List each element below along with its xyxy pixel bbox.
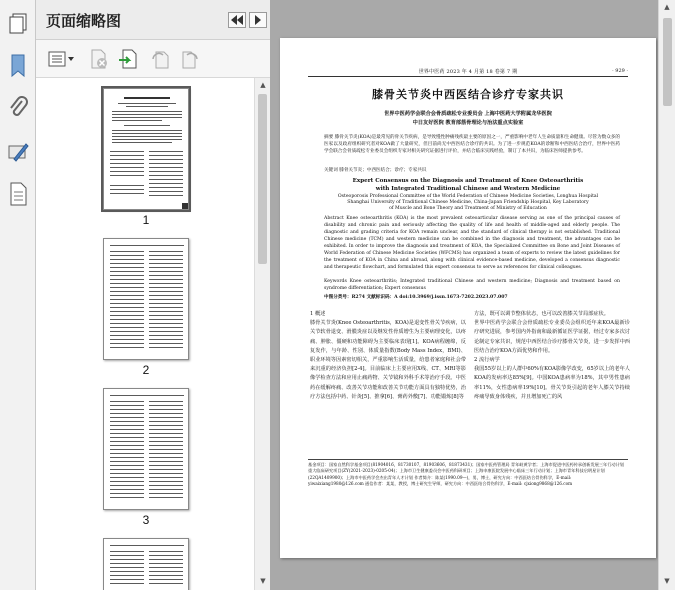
doc-scroll-down-arrow-icon[interactable]: ▼: [664, 577, 670, 585]
keywords-zh: 关键词 膝骨关节炎；中西医结合；诊疗；专家共识: [324, 168, 427, 173]
title-en-line-2: with Integrated Traditional Chinese and Western Medicine: [375, 186, 561, 192]
panel-header: [36, 0, 270, 40]
side-icon-rail: [0, 0, 36, 590]
play-right-icon[interactable]: [249, 12, 267, 28]
thumbnail-label-1: 1: [142, 213, 150, 227]
scroll-down-arrow-icon[interactable]: ▼: [260, 577, 266, 585]
thumbnail-options-icon[interactable]: [48, 49, 76, 69]
double-chevron-left-icon[interactable]: [228, 12, 246, 28]
title-en-line-1: Expert Consensus on the Diagnosis and Treatment of Knee Osteoarthritis: [352, 178, 584, 184]
thumbnail-label-2: 2: [142, 363, 150, 377]
article-title: 膝骨关节炎中西医结合诊疗专家共识: [372, 88, 564, 101]
affiliation-en-3: of Muscle and Bone Theory and Treatment of Ministry of Education: [389, 206, 547, 211]
pages-icon[interactable]: [4, 10, 32, 38]
scroll-up-arrow-icon[interactable]: ▲: [260, 81, 266, 89]
document-scrollbar[interactable]: [658, 0, 675, 590]
attachment-icon[interactable]: [4, 94, 32, 122]
bookmark-icon[interactable]: [4, 52, 32, 80]
delete-page-icon[interactable]: [88, 49, 110, 69]
footnote: 基金项目：国家自然科学基金项目(81904016，81730107，81903606，81873431)；国家中医药管理局 青年岐黄学者；上海市促进中医药传承创新发展三年行动计划重大临床研究项目(ZY(2021-2023)-0205-04)；上海市卫生健康委员会中医药科研项目；上海申康医院发展中心临床三年行动计划；上海市青年科技启明星计划(22QA1409900)；上海市中医药学会杰出青年人才计划 作者简介：陈某(1990.09—)，男，博士，研究方向：中西医结合骨伤科学，E-mail: yiwaixiang1980@126.com 通信作者：某某，教授，博士研究生导师，研究方向：中西医结合骨伤科学，E-mail: cjxiong9868@126.com: [308, 459, 628, 488]
thumbnail-page-4[interactable]: [103, 538, 189, 590]
header-rule: [308, 76, 628, 77]
classification-line: 中图分类号：R274 文献标识码：A doi:10.3969/j.issn.1673-7202.2023.07.007: [324, 295, 508, 300]
abstract-en: Abstract Knee osteoarthritis (KOA) is the most prevalent osteoarticular disease serving as one of the principal causes of disability and chronic pain and seriously affecting the quality of life and health of middle-aged and elderly people. The diagnostic and grading criteria for KOA remain unclear, and the standard of clinical therapy is not established. Traditional Chinese medicine (TCM) and western medicine can be combined in the diagnosis and treatment, the advantages can be exhibited. In order to improve the diagnosis and treatment of KOA, the Specialized Committee on Bone and Joint Diseases of World Federation of Chinese Medicine Societies (WFCMS) has organized a team of experts to review the latest guidelines for the treatment of KOA in China and abroad, along with clinical evidence-based medicine, developed a consensus diagnostic and therapeutic flowchart, and formulated this expert consensus to serve as references for clinical colleagues.: [324, 216, 620, 270]
document-scrollbar-thumb[interactable]: [663, 18, 672, 106]
abstract-zh: 摘要 膝骨关节炎(KOA)是最常见的骨关节疾病，是导致慢性肿痛残疾最主要的原因之一，严重影响中老年人生命质量和生命健康。尽管为数众多的医家以及政府组织研究者对KOA做了大量研究，但目前尚无中西医结合诊疗的共识。为了进一步规范KOA的诊断和中西医结合治疗，世界中医药学会联合会骨质疏松专业委员会组织专家对相关研究证据进行评价，并结合临床实践经验，制订了本共识，为临床医师提供参考。: [324, 135, 620, 154]
thumbnail-page-2[interactable]: [103, 238, 189, 360]
rotate-cw-icon[interactable]: [179, 49, 201, 69]
rotate-ccw-icon[interactable]: [149, 49, 171, 69]
panel-title: 页面缩略图: [46, 12, 122, 30]
page-thumbnails-panel: [36, 0, 270, 590]
authors-line-1: 世界中医药学会联合会骨质疏松专业委员会 上海中医药大学附属龙华医院: [384, 111, 552, 117]
signature-pen-icon[interactable]: [4, 138, 32, 166]
thumbnail-toolbar: [36, 40, 270, 78]
doc-scroll-up-arrow-icon[interactable]: ▲: [664, 3, 670, 11]
thumbnail-scrollbar-thumb[interactable]: [258, 94, 267, 264]
keywords-en: Keywords Knee osteoarthritis; Integrated traditional Chinese and western medicine; Diagnosis and treatment based on syndrome differentiation; Expert consensus: [324, 279, 620, 291]
document-view[interactable]: [270, 0, 658, 590]
affiliation-en-1: Osteoporosis Professional Committee of the World Federation of Chinese Medicine Societies, Longhua Hospital: [337, 194, 599, 199]
document-list-icon[interactable]: [4, 180, 32, 208]
authors-line-2: 中日友好医院 教育部筋骨理论与治法重点实验室: [412, 120, 524, 126]
thumbnail-page-1[interactable]: [103, 88, 189, 210]
thumbnail-label-3: 3: [142, 513, 150, 527]
running-head: 世界中医药 2023 年 4 月第 18 卷第 7 期: [418, 69, 518, 75]
affiliation-en-2: Shanghai University of Traditional Chinese Medicine, China-Japan Friendship Hospital, Key Laboratory: [347, 200, 589, 205]
thumbnail-page-3[interactable]: [103, 388, 189, 510]
thumbnail-resize-handle[interactable]: [182, 203, 188, 209]
thumbnail-scrollbar[interactable]: [254, 78, 270, 590]
document-page: [280, 38, 656, 558]
right-column-text: 方法，既可以调节整体状态，也可以改善膝关节局部症状。 世界中医药学会联合会骨质疏松专业委员会组织近年来KOA最新诊疗研究进展，参考国内外指南和最新循证医学证据，经过专家多次讨论制定专家共识，规范中西医结合诊疗膝骨关节炎，进一步发挥中西医结合治疗KOA方面优势和作用。 2 流行病学 我国55岁以上的人群中60%有KOA影像学改变，65岁以上的老年人KOA的发病率达85%[9]。中国KOA患病率为18%，其中男性患病率11%，女性患病率19%[10]。骨关节炎引起的老年人膝关节持续疼痛导致身体残疾，并且增加死亡的风: [474, 311, 630, 400]
insert-page-icon[interactable]: [118, 49, 140, 69]
page-number: · 929 ·: [612, 68, 628, 74]
thumbnail-list[interactable]: [36, 78, 254, 590]
left-column-text: 1 概述 膝骨关节炎(Knee Osteoarthritis，KOA)是退变性骨关节疾病，以关节软骨退变、滑膜炎症以及继发性骨质增生为主要病理变化，以疼痛、肿胀、僵硬和功能障碍为主要临床表现[1]。KOA病程缠绵，反复发作，与年龄、性别、体质量指数(Body Mass Index，BMI)、职业环境等因素密切相关，严重影响生活质量，给患者家庭和社会带来沉重的经济负担[2-4]。目前临床上主要应用X线、CT、MRI等影像学检查方法和应用止痛药物、关节镜和外科手术等治疗手段。中医药在缓解疼痛、改善关节功能和改善关节功能方面具有独特优势，治疗方法包括中药、针灸[5]、推拿[6]、膏药外敷[7]、功能锻炼[8]等: [310, 311, 466, 400]
